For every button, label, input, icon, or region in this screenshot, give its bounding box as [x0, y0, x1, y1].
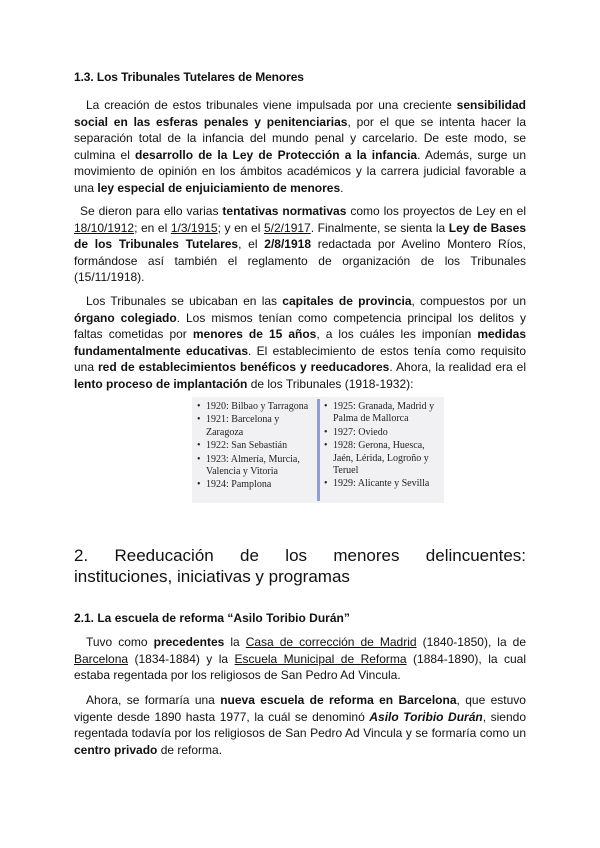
- emphasis-text: centro privado: [74, 742, 158, 757]
- emphasis-text: capitales de provincia: [282, 294, 412, 308]
- text-run: , siendo regentada todavía por los religiosos de San Pedro Ad Vincula y se formaría como un: [74, 709, 527, 740]
- section-heading-2: [74, 545, 526, 587]
- text-run: ; en el: [134, 220, 171, 235]
- paragraph-location-text: [74, 294, 526, 391]
- section-heading-2-line1: 2. Reeducación de los menores delincuentes:: [74, 546, 526, 565]
- emphasis-text: tentativas normativas: [222, 204, 347, 218]
- text-run: (1834-1884) y la: [128, 651, 235, 666]
- timeline-item: • 1927: Oviedo: [324, 427, 444, 439]
- paragraph-creation-text: [74, 98, 526, 195]
- timeline-item: • 1921: Barcelona y Zaragoza: [197, 414, 317, 439]
- emphasis-text: Asilo Toribio Durán: [369, 709, 483, 724]
- emphasis-text: medidas fundamentalmente educativas: [74, 327, 527, 358]
- underlined-text: 5/2/1917: [264, 220, 311, 235]
- emphasis-text: Ley de Bases de los Tribunales Tutelares: [74, 220, 526, 251]
- timeline-item: • 1929: Alicante y Sevilla: [324, 478, 444, 490]
- timeline-item: • 1922: San Sebastián: [197, 440, 317, 452]
- underlined-text: Barcelona: [74, 651, 129, 666]
- text-run: la: [224, 635, 246, 649]
- text-run: . Ahora, la realidad era el: [389, 360, 527, 374]
- timeline-item: • 1923: Almería, Murcia, Valencia y Vitoria: [197, 454, 317, 479]
- emphasis-text: lento proceso de implantación: [74, 376, 248, 391]
- text-run: redactada por Avelino Montero Ríos, formándose así también el reglamento de organización de los Tribunales (15/11/1918).: [74, 237, 526, 284]
- paragraph-location: [74, 293, 526, 392]
- implantation-timeline: [192, 397, 444, 503]
- emphasis-text: desarrollo de la Ley de Protección a la infancia: [135, 147, 418, 162]
- paragraph-normative-text: [74, 204, 526, 284]
- emphasis-text: nueva escuela de reforma en Barcelona: [220, 693, 457, 707]
- underlined-text: 1/3/1915: [170, 220, 218, 235]
- text-run: (1884-1890), la cual estaba regentada por los religiosos de San Pedro Ad Vincula.: [74, 651, 526, 682]
- text-run: (1840-1850), la de: [416, 635, 527, 649]
- paragraph-new-school: [74, 692, 526, 758]
- timeline-item: • 1924: Pamplona: [197, 479, 317, 491]
- emphasis-text: 2/8/1918: [264, 237, 311, 251]
- text-run: de reforma.: [157, 742, 223, 757]
- text-run: ; y en el: [217, 220, 264, 235]
- paragraph-normative: [74, 203, 526, 286]
- timeline-right-column: [320, 401, 444, 492]
- timeline-item: • 1920: Bilbao y Tarragona: [197, 401, 317, 413]
- text-run: , por el que se intenta hacer la separación total de la infancia del mundo penal y carcelario. De este modo, se culmina el: [74, 114, 527, 162]
- text-run: . Los mismos tenían como competencia principal los delitos y faltas cometidas por: [74, 310, 527, 341]
- timeline-item: • 1925: Granada, Madrid y Palma de Mallorca: [324, 401, 444, 426]
- text-run: . Además, surge un movimiento de opinión en los ámbitos académicos y la carrera judicial favorable a una: [74, 147, 526, 195]
- text-run: Los Tribunales se ubicaban en las: [86, 294, 283, 308]
- text-run: de los Tribunales (1918-1932):: [247, 376, 414, 391]
- emphasis-text: precedentes: [153, 635, 225, 649]
- paragraph-precedents-text: [74, 635, 526, 682]
- underlined-text: Casa de corrección de Madrid: [245, 635, 417, 649]
- text-run: , que estuvo vigente desde 1890 hasta 1977, la cuál se denominó: [74, 693, 526, 724]
- underlined-text: Escuela Municipal de Reforma: [234, 651, 407, 666]
- text-run: Se dieron para ello varias: [80, 204, 223, 218]
- paragraph-precedents: [74, 634, 526, 684]
- paragraph-new-school-text: [74, 693, 526, 757]
- timeline-left-column: [197, 401, 317, 493]
- section-heading-2-1: 2.1. La escuela de reforma “Asilo Toribio Durán”: [74, 611, 350, 625]
- emphasis-text: menores de 15 años: [192, 327, 317, 341]
- underlined-text: 18/10/1912: [74, 220, 135, 235]
- text-run: . Finalmente, se sienta la: [310, 220, 449, 235]
- text-run: , el: [238, 237, 265, 251]
- text-run: Tuvo como: [86, 635, 154, 649]
- text-run: La creación de estos tribunales viene impulsada por una creciente: [86, 98, 457, 112]
- timeline-item: • 1928: Gerona, Huesca, Jaén, Lérida, Logroño y Teruel: [324, 440, 444, 477]
- text-run: , a los cuáles les imponían: [316, 327, 478, 341]
- paragraph-creation: [74, 97, 526, 196]
- text-run: . El establecimiento de estos tenía como requisito una: [74, 343, 526, 374]
- emphasis-text: ley especial de enjuiciamiento de menores: [97, 180, 341, 195]
- text-run: .: [340, 180, 344, 195]
- section-heading-2-line2: instituciones, iniciativas y programas: [74, 567, 350, 586]
- emphasis-text: red de establecimientos benéficos y reeducadores: [98, 360, 390, 374]
- text-run: Ahora, se formaría una: [86, 693, 221, 707]
- emphasis-text: sensibilidad social en las esferas penales y penitenciarias: [74, 98, 526, 129]
- section-heading-1-3: 1.3. Los Tribunales Tutelares de Menores: [74, 70, 304, 84]
- text-run: como los proyectos de Ley en el: [346, 204, 526, 218]
- emphasis-text: órgano colegiado: [74, 310, 177, 325]
- text-run: , compuestos por un: [411, 294, 526, 308]
